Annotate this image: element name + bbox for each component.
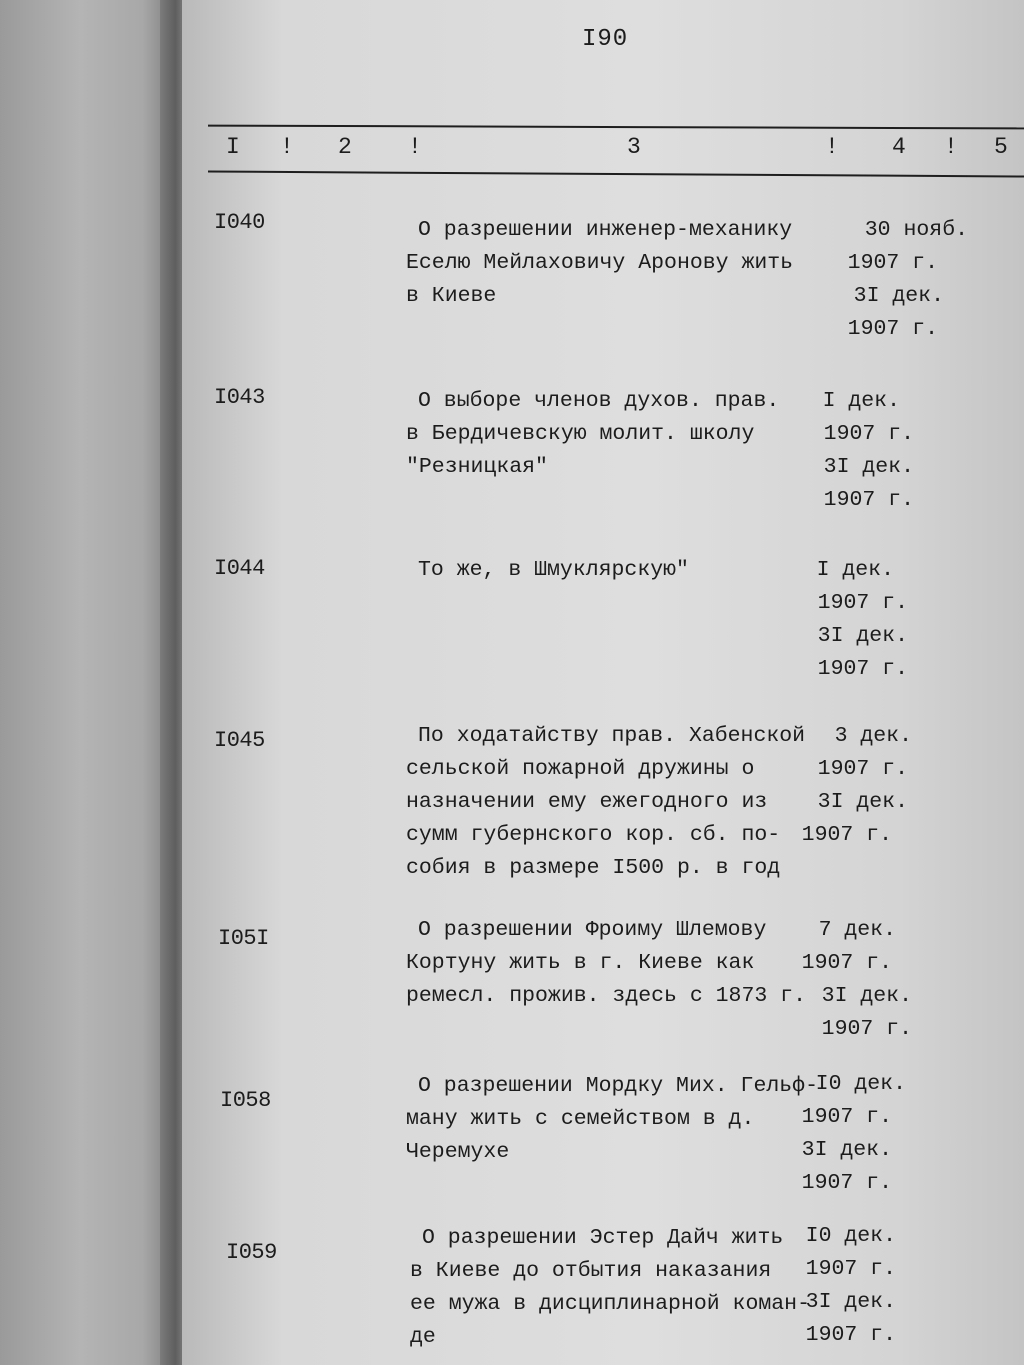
column-header-2: 2 xyxy=(338,134,352,160)
entry-number: I044 xyxy=(214,556,265,581)
date-line: 1907 г. xyxy=(801,1105,892,1129)
entry-text-line: ее мужа в дисциплинарной коман- xyxy=(410,1292,810,1316)
entry-description xyxy=(406,385,779,484)
entry-text-line: Кортуну жить в г. Киеве как xyxy=(406,951,755,975)
date-line: 30 нояб. xyxy=(864,218,968,242)
entry-text-line: в Киеве до отбытия наказания xyxy=(410,1259,772,1283)
entry-text-line: ману жить с семейством в д. xyxy=(406,1107,755,1131)
entry-text-line: назначении ему ежегодного из xyxy=(406,790,768,814)
header-rule-top xyxy=(208,125,1024,130)
date-line: 1907 г. xyxy=(817,591,908,615)
entry-description xyxy=(406,214,793,313)
date-line: 1907 г. xyxy=(801,1171,892,1195)
entry-text-line: О выборе членов духов. прав. xyxy=(418,389,780,413)
facing-page xyxy=(0,0,178,1365)
entry-text-line: де xyxy=(410,1325,436,1349)
date-line: 1907 г. xyxy=(823,422,914,446)
date-line: 1907 г. xyxy=(801,951,892,975)
entry-text-line: О разрешении Эстер Дайч жить xyxy=(422,1226,784,1250)
date-line: I дек. xyxy=(816,558,894,582)
date-line: 1907 г. xyxy=(801,823,892,847)
entry-dates xyxy=(806,1220,896,1352)
date-line: 1907 г. xyxy=(847,317,938,341)
entry-number: I05I xyxy=(218,926,269,951)
entry-text-line: Еселю Мейлаховичу Аронову жить xyxy=(406,251,794,275)
entry-dates xyxy=(801,914,912,1046)
entry-number: I045 xyxy=(214,728,265,753)
date-line: 1907 г. xyxy=(805,1323,896,1347)
date-line: 3I дек. xyxy=(853,284,944,308)
date-line: 3I дек. xyxy=(805,1290,896,1314)
entry-text-line: собия в размере I500 р. в год xyxy=(406,856,781,880)
document-page xyxy=(182,0,1024,1365)
entry-text-line: О разрешении инженер-механику xyxy=(418,218,793,242)
entry-description xyxy=(406,720,805,885)
entry-dates xyxy=(823,385,914,517)
entry-text-line: ремесл. прожив. здесь с 1873 г. xyxy=(406,984,806,1008)
date-line: 3 дек. xyxy=(834,724,912,748)
entry-text-line: "Резницкая" xyxy=(406,455,548,479)
entry-text-line: сумм губернского кор. сб. по- xyxy=(406,823,781,847)
header-rule-bottom xyxy=(208,171,1024,178)
column-header-4: 4 xyxy=(892,134,906,160)
date-line: 1907 г. xyxy=(823,488,914,512)
entry-description xyxy=(410,1222,810,1354)
entry-number: I040 xyxy=(214,210,265,235)
date-line: 7 дек. xyxy=(818,918,896,942)
entry-text-line: О разрешении Фроиму Шлемову xyxy=(418,918,767,942)
column-header-1: I xyxy=(226,134,240,160)
date-line: 3I дек. xyxy=(817,624,908,648)
date-line: 3I дек. xyxy=(821,984,912,1008)
entry-dates xyxy=(817,554,908,686)
date-line: 3I дек. xyxy=(801,1138,892,1162)
date-line: 1907 г. xyxy=(817,757,908,781)
entry-dates xyxy=(847,214,968,346)
entry-number: I043 xyxy=(214,385,265,410)
date-line: 3I дек. xyxy=(823,455,914,479)
date-line: I дек. xyxy=(822,389,900,413)
date-line: I0 дек. xyxy=(815,1072,906,1096)
column-separator: ! xyxy=(408,134,422,160)
entry-text-line: в Бердичевскую молит. школу xyxy=(406,422,755,446)
date-line: 3I дек. xyxy=(817,790,908,814)
date-line: 1907 г. xyxy=(821,1017,912,1041)
entry-description xyxy=(418,554,689,587)
entry-number: I059 xyxy=(226,1240,277,1265)
entry-text-line: О разрешении Мордку Мих. Гельф- xyxy=(418,1074,818,1098)
column-separator: ! xyxy=(280,134,294,160)
date-line: 1907 г. xyxy=(817,657,908,681)
entry-dates xyxy=(801,720,912,852)
date-line: 1907 г. xyxy=(805,1257,896,1281)
date-line: 1907 г. xyxy=(847,251,938,275)
entry-text-line: Черемухе xyxy=(406,1140,510,1164)
entry-description xyxy=(406,1070,818,1169)
entry-text-line: в Киеве xyxy=(406,284,497,308)
page-number: I90 xyxy=(582,26,629,53)
column-separator: ! xyxy=(944,134,958,160)
entry-text-line: По ходатайству прав. Хабенской xyxy=(418,724,806,748)
column-header-5: 5 xyxy=(994,134,1008,160)
column-separator: ! xyxy=(825,134,839,160)
entry-text-line: сельской пожарной дружины о xyxy=(406,757,755,781)
entry-text-line: То же, в Шмуклярскую" xyxy=(418,558,689,582)
entry-description xyxy=(406,914,806,1013)
column-header-3: 3 xyxy=(627,134,641,160)
entry-dates xyxy=(802,1068,906,1200)
entry-number: I058 xyxy=(220,1088,271,1113)
date-line: I0 дек. xyxy=(805,1224,896,1248)
